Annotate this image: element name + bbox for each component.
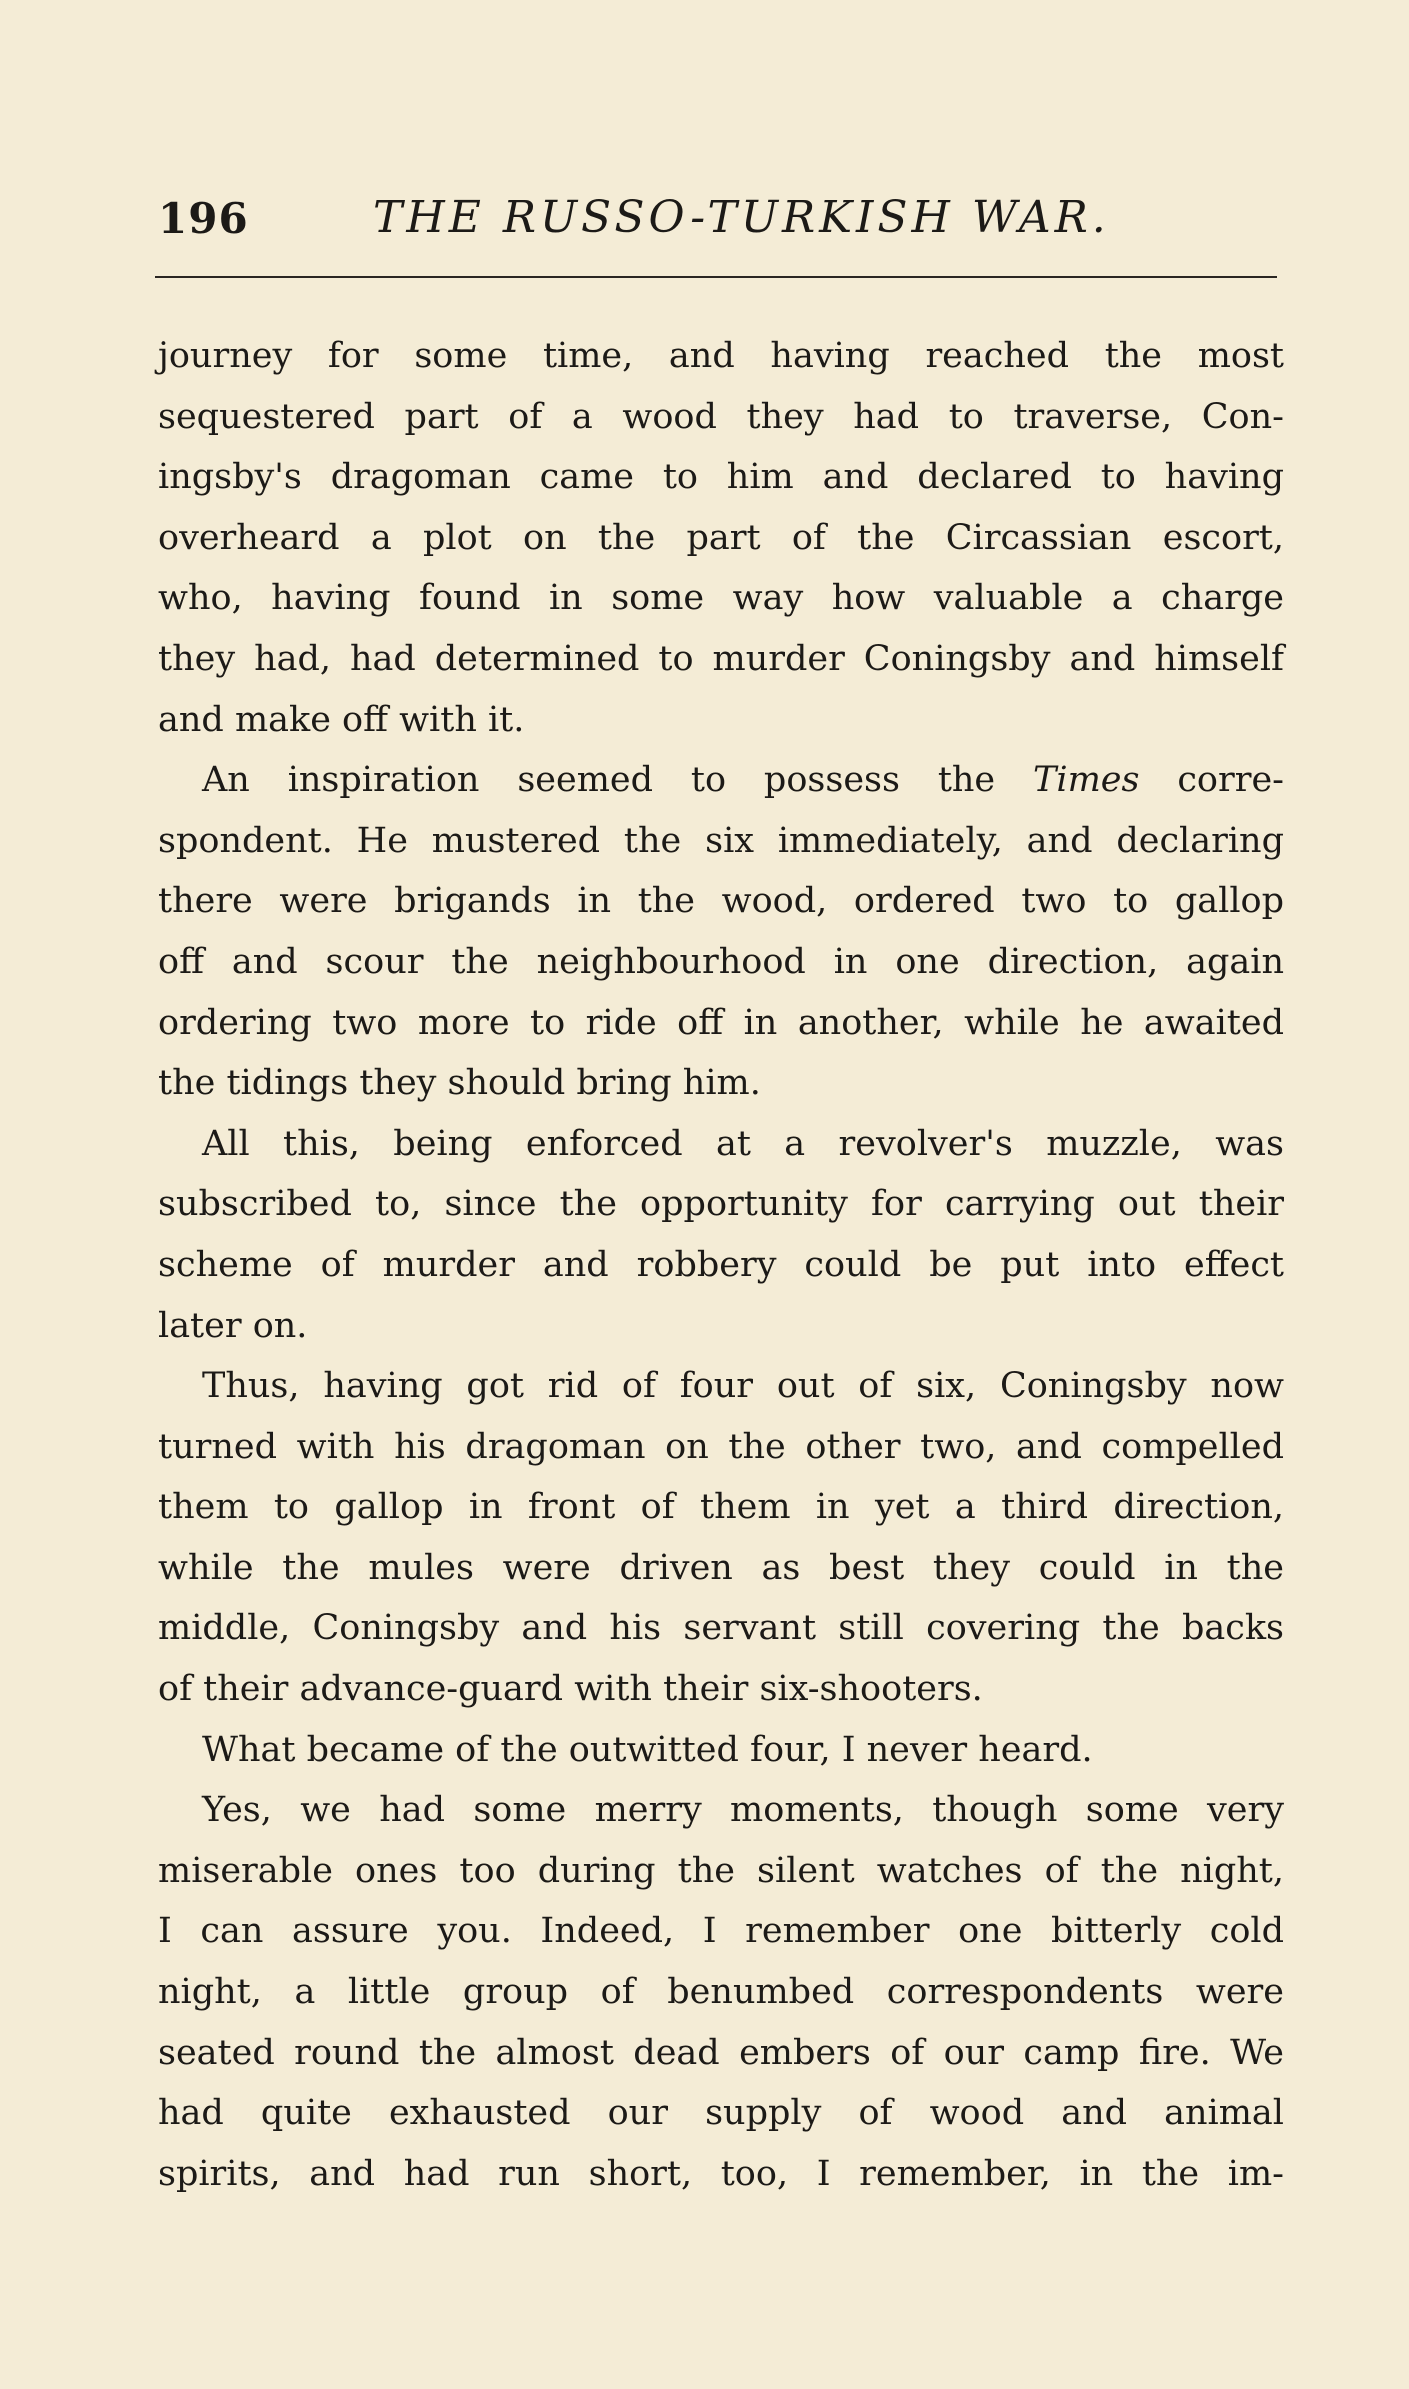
text-line: spirits, and had run short, too, I remember, in the im- [158, 2153, 1284, 2194]
italic-title: Times [1033, 760, 1140, 801]
text-line: of their advance-guard with their six-shooters. [158, 1669, 983, 1710]
text-line: ingsby's dragoman came to him and declared to having [158, 457, 1284, 498]
header-rule [155, 276, 1277, 278]
text-line: the tidings they should bring him. [158, 1063, 761, 1104]
text-line: off and scour the neighbourhood in one direction, again [158, 941, 1284, 982]
text-line: night, a little group of benumbed correspondents were [158, 1972, 1284, 2013]
text-line: overheard a plot on the part of the Circassian escort, [158, 517, 1284, 558]
text-line: journey for some time, and having reached the most [158, 336, 1284, 376]
text-line: ordering two more to ride off in another, while he awaited [158, 1002, 1284, 1043]
text-line: What became of the outwitted four, I never heard. [202, 1729, 1093, 1770]
text-line: I can assure you. Indeed, I remember one bitterly cold [158, 1911, 1284, 1952]
page-header [158, 190, 1282, 260]
text-line: Thus, having got rid of four out of six, Coningsby now [202, 1366, 1284, 1407]
text-line: subscribed to, since the opportunity for carrying out their [158, 1184, 1284, 1225]
text-line: sequestered part of a wood they had to traverse, Con- [158, 396, 1284, 437]
text-line: them to gallop in front of them in yet a third direction, [158, 1487, 1284, 1528]
text-line: spondent. He mustered the six immediately, and declaring [158, 820, 1284, 861]
text-line: had quite exhausted our supply of wood and animal [158, 2093, 1284, 2134]
body-text [158, 326, 1284, 2204]
text-line: All this, being enforced at a revolver's muzzle, was [202, 1123, 1284, 1164]
text-line: miserable ones too during the silent watches of the night, [158, 1850, 1284, 1891]
text-line: turned with his dragoman on the other two, and compelled [158, 1426, 1284, 1467]
text-line: there were brigands in the wood, ordered two to gallop [158, 881, 1284, 922]
text-line: while the mules were driven as best they could in the [158, 1547, 1284, 1588]
running-title: THE RUSSO-TURKISH WAR. [373, 192, 1110, 243]
text-line: they had, had determined to murder Coningsby and himself [158, 638, 1284, 679]
text-line: Yes, we had some merry moments, though some very [202, 1790, 1284, 1831]
text-line: later on. [158, 1305, 308, 1346]
text-segment: corre- [1139, 760, 1284, 801]
page-number: 196 [158, 194, 249, 243]
text-line: scheme of murder and robbery could be put into effect [158, 1244, 1284, 1285]
text-line: and make off with it. [158, 699, 525, 740]
text-line [158, 750, 1284, 811]
text-line: who, having found in some way how valuable a charge [158, 578, 1284, 619]
text-segment: An inspiration seemed to possess the [202, 760, 1034, 801]
text-line: seated round the almost dead embers of our camp fire. We [158, 2032, 1284, 2073]
text-line: middle, Coningsby and his servant still covering the backs [158, 1608, 1284, 1649]
